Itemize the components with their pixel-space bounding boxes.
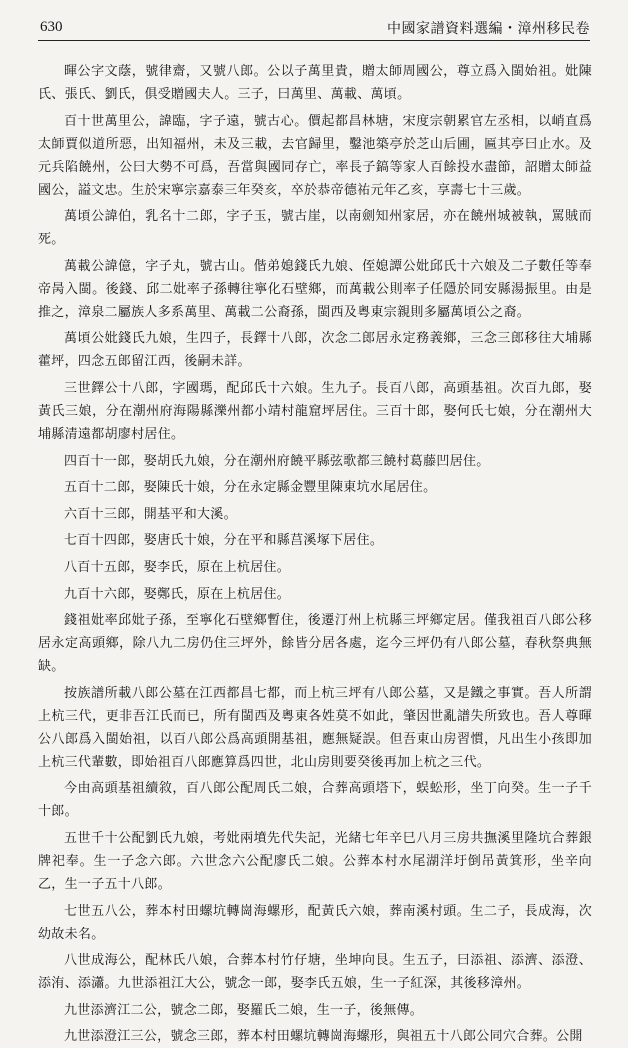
page-number: 630 bbox=[40, 19, 63, 35]
paragraph: 今由高頭基祖續敘，百八郎公配周氏二娘，合葬高頭塔下，蜈蚣形，坐丁向癸。生一子千十郎。 bbox=[38, 781, 592, 820]
paragraph: 四百十一郎，娶胡氏九娘，分在潮州府饒平縣弦歌都三饒村葛藤凹居住。 bbox=[64, 453, 490, 469]
paragraph: 七百十四郎，娶唐氏十娘，分在平和縣莒溪塚下居住。 bbox=[64, 533, 384, 549]
paragraph: 百十世萬里公，諱臨，字子遠，號古心。價起都昌林塘，宋度宗朝累官左丞相，以峭直爲太師賈似道所惡，出知福州，未及三載，去官歸里，鑿池築亭於芝山后圃，匾其亭曰止水。及元兵陷饒州，公曰大勢不可爲，吾當與國同存亡，率長子鎬等家人百餘投水盡節，詔贈太師益國公，謚文忠。生於宋寧宗嘉泰三年癸亥，卒於恭帝德祐元年乙亥，享壽七十三歲。 bbox=[38, 113, 592, 198]
paragraph: 錢祖妣率邱妣子孫，至寧化石壁鄉暫住，後遷汀州上杭縣三坪鄉定居。僅我祖百八郎公移居永定高頭鄉，除八九二房仍住三坪外，餘皆分居各處，迄今三坪仍有八郎公墓，春秋祭典無缺。 bbox=[38, 613, 592, 675]
paragraph: 八百十五郎，娶李氏，原在上杭居住。 bbox=[64, 559, 291, 575]
paragraph: 萬頃公妣錢氏九娘，生四子，長鐸十八郎，次念二郎居永定務義鄉，三念三郎移往大埔縣藿坪，四念五郎留江西，後嗣未詳。 bbox=[38, 331, 592, 370]
paragraph: 五百十二郎，娶陳氏十娘，分在永定縣金豐里陳東坑水尾居住。 bbox=[64, 480, 437, 496]
page-header bbox=[38, 12, 590, 41]
paragraph: 五世千十公配劉氏九娘，考妣兩墳先代失記，光緒七年辛巳八月三房共撫溪里隆坑合葬銀牌祀奉。生一子念六郎。六世念六公配廖氏二娘。公葬本村水尾湖洋圩倒吊黃箕形，坐辛向乙，生一子五十八郎。 bbox=[38, 830, 592, 892]
paragraph: 九世添澄江三公，號念三郎，葬本村田螺坑轉崗海螺形，與祖五十八郎公同穴合葬。公開 bbox=[64, 1029, 583, 1045]
paragraph: 萬頃公諱伯，乳名十二郎，字子玉，號古崖，以南劍知州家居，亦在饒州城被執，罵賊而死。 bbox=[38, 209, 592, 248]
paragraph: 三世鐸公十八郎，字國瑪，配邱氏十六娘。生九子。長百八郎，高頭基祖。次百九郎，娶黃氏三娘，分在潮州府海陽縣濼州都小靖村龍窟坪居住。三百十郎，娶何氏七娘，分在潮州大埔縣清遠都胡廖村居住。 bbox=[38, 380, 592, 442]
paragraph: 按族譜所載八郎公墓在江西都昌七都，而上杭三坪有八郎公墓，又是鐵之事實。吾人所謂上杭三代，更非吾江氏而已，所有閩西及粵東各姓莫不如此，肇因世亂譜失所致也。吾人尊暉公八郎爲入閩始祖，以百八郎公爲高頭開基祖，應無疑誤。但吾東山房習慣，凡出生小孩即加上杭三代輩數，即始祖百八郎應算爲四世，北山房則要癸後再加上杭之三代。 bbox=[38, 685, 592, 770]
running-title: 中國家譜資料選編・漳州移民卷 bbox=[387, 21, 590, 37]
paragraph: 七世五八公，葬本村田螺坑轉崗海螺形，配黃氏六娘，葬南溪村頭。生二子，長成海，次幼故未名。 bbox=[38, 903, 592, 942]
paragraph: 九世添濟江二公，號念二郎，娶羅氏二娘，生一子，後無傳。 bbox=[64, 1002, 424, 1018]
paragraph: 六百十三郎，開基平和大溪。 bbox=[64, 506, 237, 522]
paragraph: 萬載公諱億，字子丸，號古山。偕弟媳錢氏九娘、侄媳譚公妣邱氏十六娘及二子數任等奉帝昺入閩。後錢、邱二妣率子孫轉往寧化石壁鄉，而萬載公則率子任隱於同安縣湯振里。由是推之，漳泉二屬族人多系萬里、萬載二公裔孫，閩西及粵東宗親則多屬萬頃公之裔。 bbox=[38, 258, 592, 320]
paragraph: 暉公字文蔭，號律齋，又號八郎。公以子萬里貴，贈太師周國公，尊立爲入閩始祖。妣陳氏、張氏、劉氏，俱受贈國夫人。三子，曰萬里、萬載、萬頃。 bbox=[38, 64, 592, 102]
paragraph: 八世成海公，配林氏八娘，合葬本村竹仔塘，坐坤向艮。生五子，曰添祖、添濟、添澄、添洧、添瀟。九世添祖江大公，號念一郎，娶李氏五娘，生一子紅深，其後移漳州。 bbox=[38, 953, 592, 992]
genealogy-text-body bbox=[38, 60, 592, 1045]
paragraph: 九百十六郎，娶鄭氏，原在上杭居住。 bbox=[64, 586, 291, 602]
